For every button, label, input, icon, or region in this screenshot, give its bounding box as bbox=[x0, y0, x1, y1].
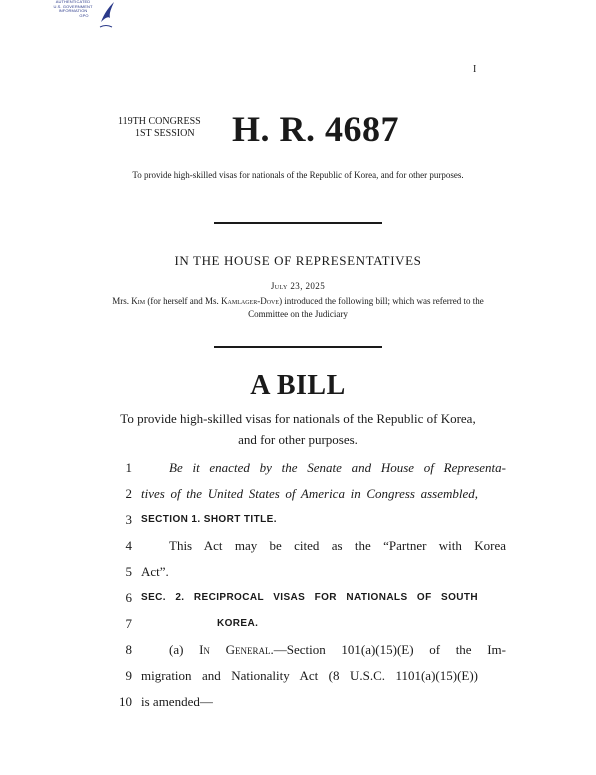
line-number: 4 bbox=[125, 538, 132, 553]
sponsor-name: Kim bbox=[131, 296, 146, 306]
bill-line bbox=[0, 460, 596, 486]
introduction-date: July 23, 2025 bbox=[270, 281, 326, 291]
line-number: 6 bbox=[125, 590, 132, 605]
line-text bbox=[141, 642, 506, 658]
bill-line bbox=[0, 642, 596, 668]
line-number: 1 bbox=[125, 460, 132, 475]
subsection-text: .—Section 101(a)(15)(E) of the Im- bbox=[270, 642, 506, 657]
seal-text bbox=[40, 0, 106, 18]
intro-text-3: ) introduced the following bill; which was referred to the Committee on the Judiciary bbox=[248, 296, 484, 319]
line-text: Be it enacted by the Senate and House of Representa- bbox=[169, 460, 506, 475]
session-label: 1ST SESSION bbox=[135, 128, 195, 139]
intro-text-1: Mrs. bbox=[112, 296, 132, 306]
line-number: 2 bbox=[125, 486, 132, 501]
congress-label: 119TH CONGRESS bbox=[118, 116, 201, 127]
bill-line bbox=[0, 694, 596, 720]
line-text: migration and Nationality Act (8 U.S.C. 1101(a)(15)(E)) bbox=[141, 668, 478, 683]
bill-number: H. R. 4687 bbox=[232, 109, 399, 149]
section-heading: KOREA. bbox=[217, 618, 259, 629]
page-number: I bbox=[473, 64, 477, 75]
line-number: 9 bbox=[125, 668, 132, 683]
bill-line bbox=[0, 668, 596, 694]
chamber-heading: IN THE HOUSE OF REPRESENTATIVES bbox=[174, 253, 422, 268]
subsection-label: (a) bbox=[169, 642, 200, 657]
bill-line bbox=[0, 564, 596, 590]
short-purpose: To provide high-skilled visas for nationals of the Republic of Korea, and for other purposes. bbox=[132, 170, 464, 180]
cosponsor-name: Kamlager-Dove bbox=[221, 296, 280, 306]
seal-line-1: AUTHENTICATED bbox=[55, 0, 91, 4]
subsection-heading: In General bbox=[199, 642, 271, 657]
divider bbox=[214, 346, 382, 348]
gpo-authentication-seal bbox=[40, 0, 112, 30]
bill-line bbox=[0, 538, 596, 564]
introduction-statement bbox=[110, 295, 486, 321]
bill-line bbox=[0, 486, 596, 512]
divider bbox=[214, 222, 382, 224]
line-text: tives of the United States of America in Congress assembled, bbox=[141, 486, 478, 501]
seal-line-3: INFORMATION bbox=[58, 8, 88, 14]
bill-title: A BILL bbox=[250, 370, 346, 401]
line-text: is amended— bbox=[141, 694, 213, 709]
bill-line bbox=[0, 616, 596, 642]
line-number: 8 bbox=[125, 642, 132, 657]
line-text: This Act may be cited as the “Partner with Korea bbox=[169, 538, 506, 553]
section-heading: SECTION 1. SHORT TITLE. bbox=[141, 514, 277, 525]
section-heading: SEC. 2. RECIPROCAL VISAS FOR NATIONALS OF SOUTH bbox=[141, 592, 478, 603]
line-number: 10 bbox=[119, 694, 132, 709]
bill-line bbox=[0, 590, 596, 616]
congress-session bbox=[118, 116, 218, 140]
intro-text-2: (for herself and Ms. bbox=[145, 296, 222, 306]
line-text: Act”. bbox=[141, 564, 169, 579]
line-number: 3 bbox=[125, 512, 132, 527]
bill-line bbox=[0, 512, 596, 538]
seal-line-4: GPO bbox=[79, 12, 89, 18]
seal-line-2: U.S. GOVERNMENT bbox=[53, 3, 93, 9]
line-number: 7 bbox=[125, 616, 132, 631]
long-purpose: To provide high-skilled visas for nationals of the Republic of Korea, and for other purposes. bbox=[120, 411, 476, 447]
line-number: 5 bbox=[125, 564, 132, 579]
eagle-icon bbox=[98, 0, 116, 30]
